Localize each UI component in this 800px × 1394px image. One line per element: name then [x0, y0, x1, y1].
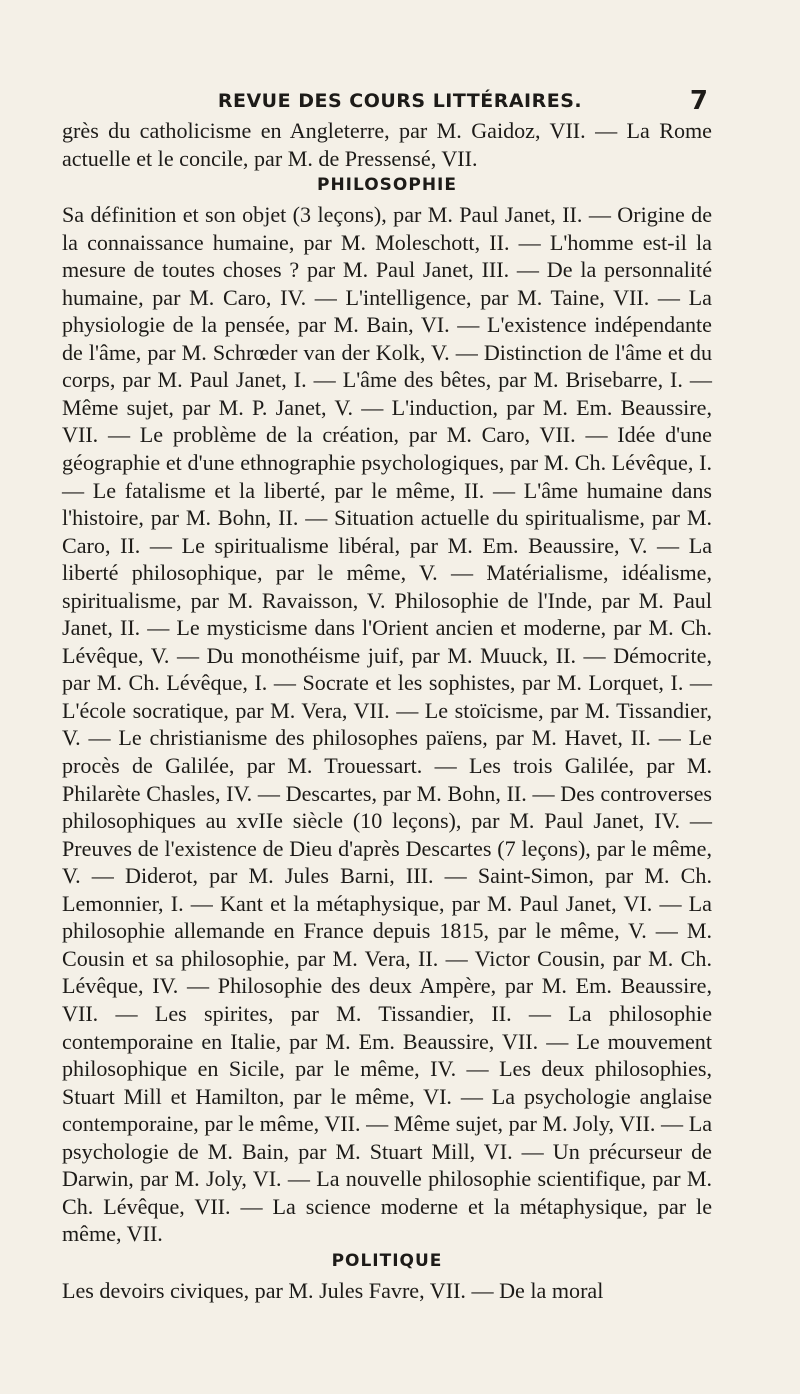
intro-paragraph: grès du catholicisme en Angleterre, par M. Gaidoz, VII. — La Rome actuelle et le concile, par M. de Pressensé, VII. — [62, 118, 712, 171]
section-paragraph-politique: Les devoirs civiques, par M. Jules Favre, VII. — De la moral — [62, 1277, 604, 1303]
section-heading-philosophie: PHILOSOPHIE — [316, 175, 457, 196]
page-body — [62, 117, 712, 1304]
section-heading-politique: POLITIQUE — [331, 1250, 443, 1271]
running-title: REVUE DES COURS LITTÉRAIRES. — [217, 90, 583, 112]
section-paragraph-philosophie: Sa définition et son objet (3 leçons), par M. Paul Janet, II. — Origine de la connaissance humaine, par M. Moleschott, II. — L'homme est-il la mesure de toutes choses ? par M. Paul Janet, III. — De la personnalité humaine, par M. Caro, IV. — L'intelligence, par M. Taine, VII. — La physiologie de la pensée, par M. Bain, VI. — L'existence indépendante de l'âme, par M. Schrœder van der Kolk, V. — Distinction de l'âme et du corps, par M. Paul Janet, I. — L'âme des bêtes, par M. Brisebarre, I. — Même sujet, par M. P. Janet, V. — L'induction, par M. Em. Beaussire, VII. — Le problème de la création, par M. Caro, VII. — Idée d'une géographie et d'une ethnographie psychologiques, par M. Ch. Lévêque, I. — Le fatalisme et la liberté, par le même, II. — L'âme humaine dans l'histoire, par M. Bohn, II. — Situation actuelle du spiritualisme, par M. Caro, II. — Le spiritualisme libéral, par M. Em. Beaussire, V. — La liberté philosophique, par le même, V. — Matérialisme, idéalisme, spiritualisme, par M. Ravaisson, V. Philosophie de l'Inde, par M. Paul Janet, II. — Le mysticisme dans l'Orient ancien et moderne, par M. Ch. Lévêque, V. — Du monothéisme juif, par M. Muuck, II. — Démocrite, par M. Ch. Lévêque, I. — Socrate et les sophistes, par M. Lorquet, I. — L'école socratique, par M. Vera, VII. — Le stoïcisme, par M. Tissandier, V. — Le christianisme des philosophes païens, par M. Havet, II. — Le procès de Galilée, par M. Trouessart. — Les trois Galilée, par M. Philarète Chasles, IV. — Descartes, par M. Bohn, II. — Des controverses philosophiques au xvIIe siècle (10 leçons), par M. Paul Janet, IV. — Preuves de l'existence de Dieu d'après Descartes (7 leçons), par le même, V. — Diderot, par M. Jules Barni, III. — Saint-Simon, par M. Ch. Lemonnier, I. — Kant et la métaphysique, par M. Paul Janet, VI. — La philosophie allemande en France depuis 1815, par le même, V. — M. Cousin et sa philosophie, par M. Vera, II. — Victor Cousin, par M. Ch. Lévêque, IV. — Philosophie des deux Ampère, par M. Em. Beaussire, VII. — Les spirites, par M. Tissandier, II. — La philosophie contemporaine en Italie, par M. Em. Beaussire, VII. — Le mouvement philosophique en Sicile, par le même, IV. — Les deux philosophies, Stuart Mill et Hamilton, par le même, VI. — La psychologie anglaise contemporaine, par le même, VII. — Même sujet, par M. Joly, VII. — La psychologie de M. Bain, par M. Stuart Mill, VI. — Un précurseur de Darwin, par M. Joly, VI. — La nouvelle philosophie scientifique, par M. Ch. Lévêque, VII. — La science moderne et la métaphysique, par le même, VII. — [62, 202, 712, 1247]
page-number: 7 — [689, 86, 708, 116]
page-header — [0, 88, 800, 118]
